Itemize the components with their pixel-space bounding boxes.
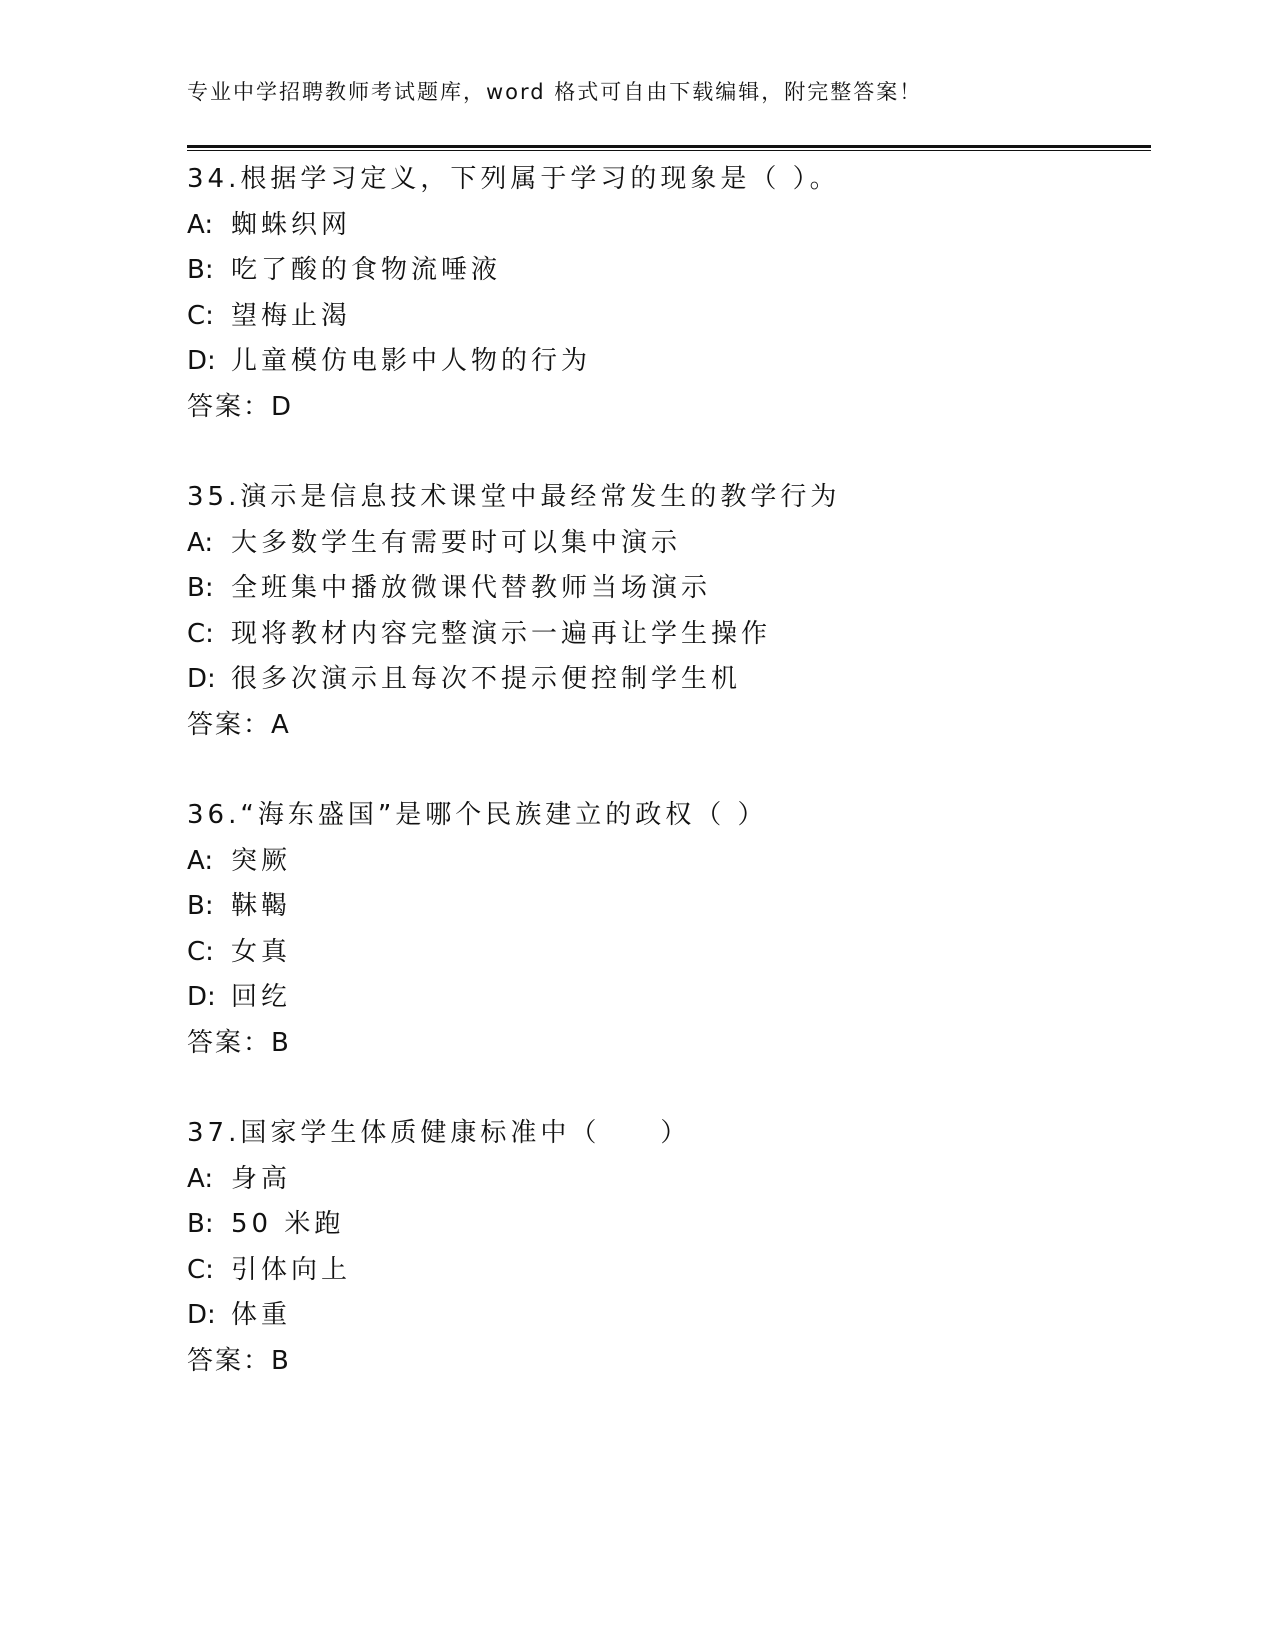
option-row [187,839,1147,885]
option-letter: A: [187,1163,214,1194]
option-text: 突厥 [231,845,292,876]
option-text: 体重 [231,1300,292,1330]
option-text: 现将教材内容完整演示一遍再让学生操作 [231,618,772,649]
option-letter: B: [187,891,214,921]
option-row [187,657,1147,703]
option-row [187,1202,1147,1248]
question-stem: 36.“海东盛国”是哪个民族建立的政权（ ） [187,800,768,830]
header-divider [187,145,1151,151]
option-letter: D: [187,346,216,376]
answer-line: 答案：B [187,1345,291,1376]
option-text: 引体向上 [231,1254,352,1285]
question-stem: 34.根据学习定义，下列属于学习的现象是（ ）。 [187,164,840,194]
option-row [187,248,1147,294]
answer-line: 答案：B [187,1027,291,1058]
option-letter: B: [187,573,214,603]
option-row [187,975,1147,1021]
option-text: 女真 [231,936,292,967]
option-letter: C: [187,618,214,649]
option-letter: D: [187,664,216,694]
option-text: 回纥 [231,982,292,1012]
option-row [187,884,1147,930]
option-letter: C: [187,300,214,331]
option-row [187,612,1147,658]
option-text: 50 米跑 [231,1209,345,1239]
option-text: 大多数学生有需要时可以集中演示 [231,527,682,558]
option-text: 全班集中播放微课代替教师当场演示 [231,573,712,603]
option-letter: B: [187,1209,214,1239]
option-text: 儿童模仿电影中人物的行为 [231,346,592,376]
option-letter: C: [187,1254,214,1285]
option-row [187,521,1147,567]
option-letter: A: [187,845,214,876]
option-letter: C: [187,936,214,967]
option-text: 蜘蛛织网 [231,209,352,240]
option-letter: D: [187,982,216,1012]
question-block [187,157,1147,430]
option-row [187,1248,1147,1294]
option-letter: A: [187,527,214,558]
question-block [187,793,1147,1066]
option-letter: D: [187,1300,216,1330]
option-letter: A: [187,209,214,240]
question-block [187,1111,1147,1384]
option-row [187,566,1147,612]
option-text: 望梅止渴 [231,300,352,331]
option-text: 很多次演示且每次不提示便控制学生机 [231,664,742,694]
option-row [187,1157,1147,1203]
option-row [187,339,1147,385]
question-stem: 37.国家学生体质健康标准中（ ） [187,1118,691,1148]
header-title: 专业中学招聘教师考试题库，word 格式可自由下载编辑，附完整答案！ [187,80,923,104]
option-row [187,1293,1147,1339]
option-text: 身高 [231,1163,292,1194]
header-divider-thick [187,145,1151,148]
question-list [187,157,1147,1384]
option-text: 靺鞨 [231,891,292,921]
option-row [187,294,1147,340]
answer-line: 答案：D [187,391,294,422]
option-row [187,203,1147,249]
option-text: 吃了酸的食物流唾液 [231,255,502,285]
question-stem: 35.演示是信息技术课堂中最经常发生的教学行为 [187,482,841,512]
option-row [187,930,1147,976]
option-letter: B: [187,255,214,285]
answer-line: 答案：A [187,709,291,740]
header-divider-thin [187,150,1151,151]
question-block [187,475,1147,748]
